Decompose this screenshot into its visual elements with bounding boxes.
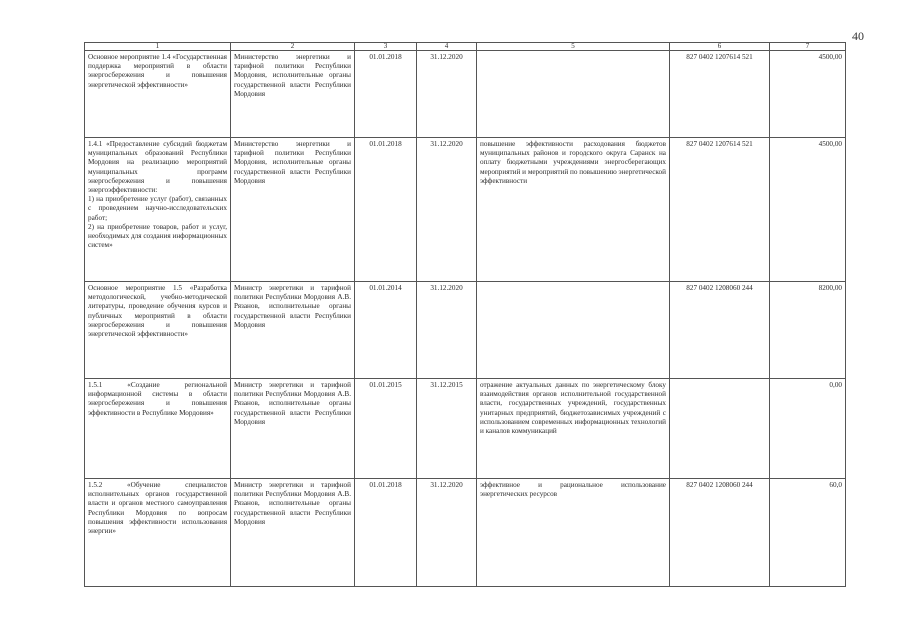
start-date-cell: 01.01.2014	[355, 282, 417, 379]
amount-cell: 4500,00	[770, 138, 846, 282]
start-date-cell: 01.01.2018	[355, 138, 417, 282]
expected-result-cell: отражение актуальных данных по энергетическому блоку взаимодействия органов исполнительной государственной власти, государственных учреждений, государственных унитарных предприятий, бюджетозависимых учреждений с использованием современных информационных технологий и каналов коммуникаций	[477, 379, 670, 479]
column-number: 5	[477, 43, 670, 51]
column-number: 6	[670, 43, 770, 51]
amount-cell: 60,0	[770, 479, 846, 587]
amount-cell: 0,00	[770, 379, 846, 479]
start-date-cell: 01.01.2015	[355, 379, 417, 479]
budget-code-cell	[670, 379, 770, 479]
amount-cell: 4500,00	[770, 51, 846, 138]
end-date-cell: 31.12.2020	[417, 479, 477, 587]
budget-code-cell: 827 0402 1208060 244	[670, 282, 770, 379]
column-number: 1	[85, 43, 231, 51]
budget-code-cell: 827 0402 1208060 244	[670, 479, 770, 587]
end-date-cell: 31.12.2015	[417, 379, 477, 479]
column-number: 3	[355, 43, 417, 51]
event-name-cell: Основное мероприятие 1.4 «Государственная поддержка мероприятий в области энергосбережения и повышения энергетической эффективности»	[85, 51, 231, 138]
column-number: 4	[417, 43, 477, 51]
column-number: 2	[231, 43, 355, 51]
end-date-cell: 31.12.2020	[417, 51, 477, 138]
expected-result-cell	[477, 282, 670, 379]
event-name-cell: Основное мероприятие 1.5 «Разработка методологической, учебно-методической литературы, проведение обучения курсов и публичных мероприятий в области энергосбережения и повышения энергетической эффективности»	[85, 282, 231, 379]
table-row	[85, 51, 846, 138]
amount-cell: 8200,00	[770, 282, 846, 379]
event-name-cell: 1.4.1 «Предоставление субсидий бюджетам муниципальных образований Республики Мордовия на реализацию мероприятий муниципальных программ энергосбережения и повышения энергоэффективности: 1) на приобретение услуг (работ), связанных с проведением научно-исследовательских работ; 2) на приобретение товаров, работ и услуг, необходимых для создания информационных систем»	[85, 138, 231, 282]
page-number: 40	[852, 29, 864, 43]
expected-result-cell: повышение эффективности расходования бюджетов муниципальных районов и городского округа Саранск на оплату бюджетными учреждениями энергосберегающих мероприятий и мероприятий по повышению энергетической эффективности	[477, 138, 670, 282]
budget-code-cell: 827 0402 1207614 521	[670, 138, 770, 282]
table-row	[85, 379, 846, 479]
start-date-cell: 01.01.2018	[355, 51, 417, 138]
end-date-cell: 31.12.2020	[417, 138, 477, 282]
start-date-cell: 01.01.2018	[355, 479, 417, 587]
program-events-table	[84, 42, 846, 587]
column-number-row	[85, 43, 846, 51]
executor-cell: Министр энергетики и тарифной политики Республики Мордовия А.В. Рязанов, исполнительные органы государственной власти Республики Мордовия	[231, 379, 355, 479]
executor-cell: Министр энергетики и тарифной политики Республики Мордовия А.В. Рязанов, исполнительные органы государственной власти Республики Мордовия	[231, 479, 355, 587]
expected-result-cell	[477, 51, 670, 138]
end-date-cell: 31.12.2020	[417, 282, 477, 379]
event-name-cell: 1.5.2 «Обучение специалистов исполнительных органов государственной власти и органов местного самоуправления Республики Мордовия по вопросам повышения эффективности использования энергии»	[85, 479, 231, 587]
table-row	[85, 138, 846, 282]
event-name-cell: 1.5.1 «Создание региональной информационной системы в области энергосбережения и повышения эффективности в Республике Мордовия»	[85, 379, 231, 479]
table-row	[85, 479, 846, 587]
executor-cell: Министр энергетики и тарифной политики Республики Мордовия А.В. Рязанов, исполнительные органы государственной власти Республики Мордовия	[231, 282, 355, 379]
executor-cell: Министерство энергетики и тарифной политики Республики Мордовия, исполнительные органы государственной власти Республики Мордовия	[231, 138, 355, 282]
budget-code-cell: 827 0402 1207614 521	[670, 51, 770, 138]
table-row	[85, 282, 846, 379]
column-number: 7	[770, 43, 846, 51]
executor-cell: Министерство энергетики и тарифной политики Республики Мордовия, исполнительные органы государственной власти Республики Мордовия	[231, 51, 355, 138]
expected-result-cell: эффективное и рациональное использование энергетических ресурсов	[477, 479, 670, 587]
